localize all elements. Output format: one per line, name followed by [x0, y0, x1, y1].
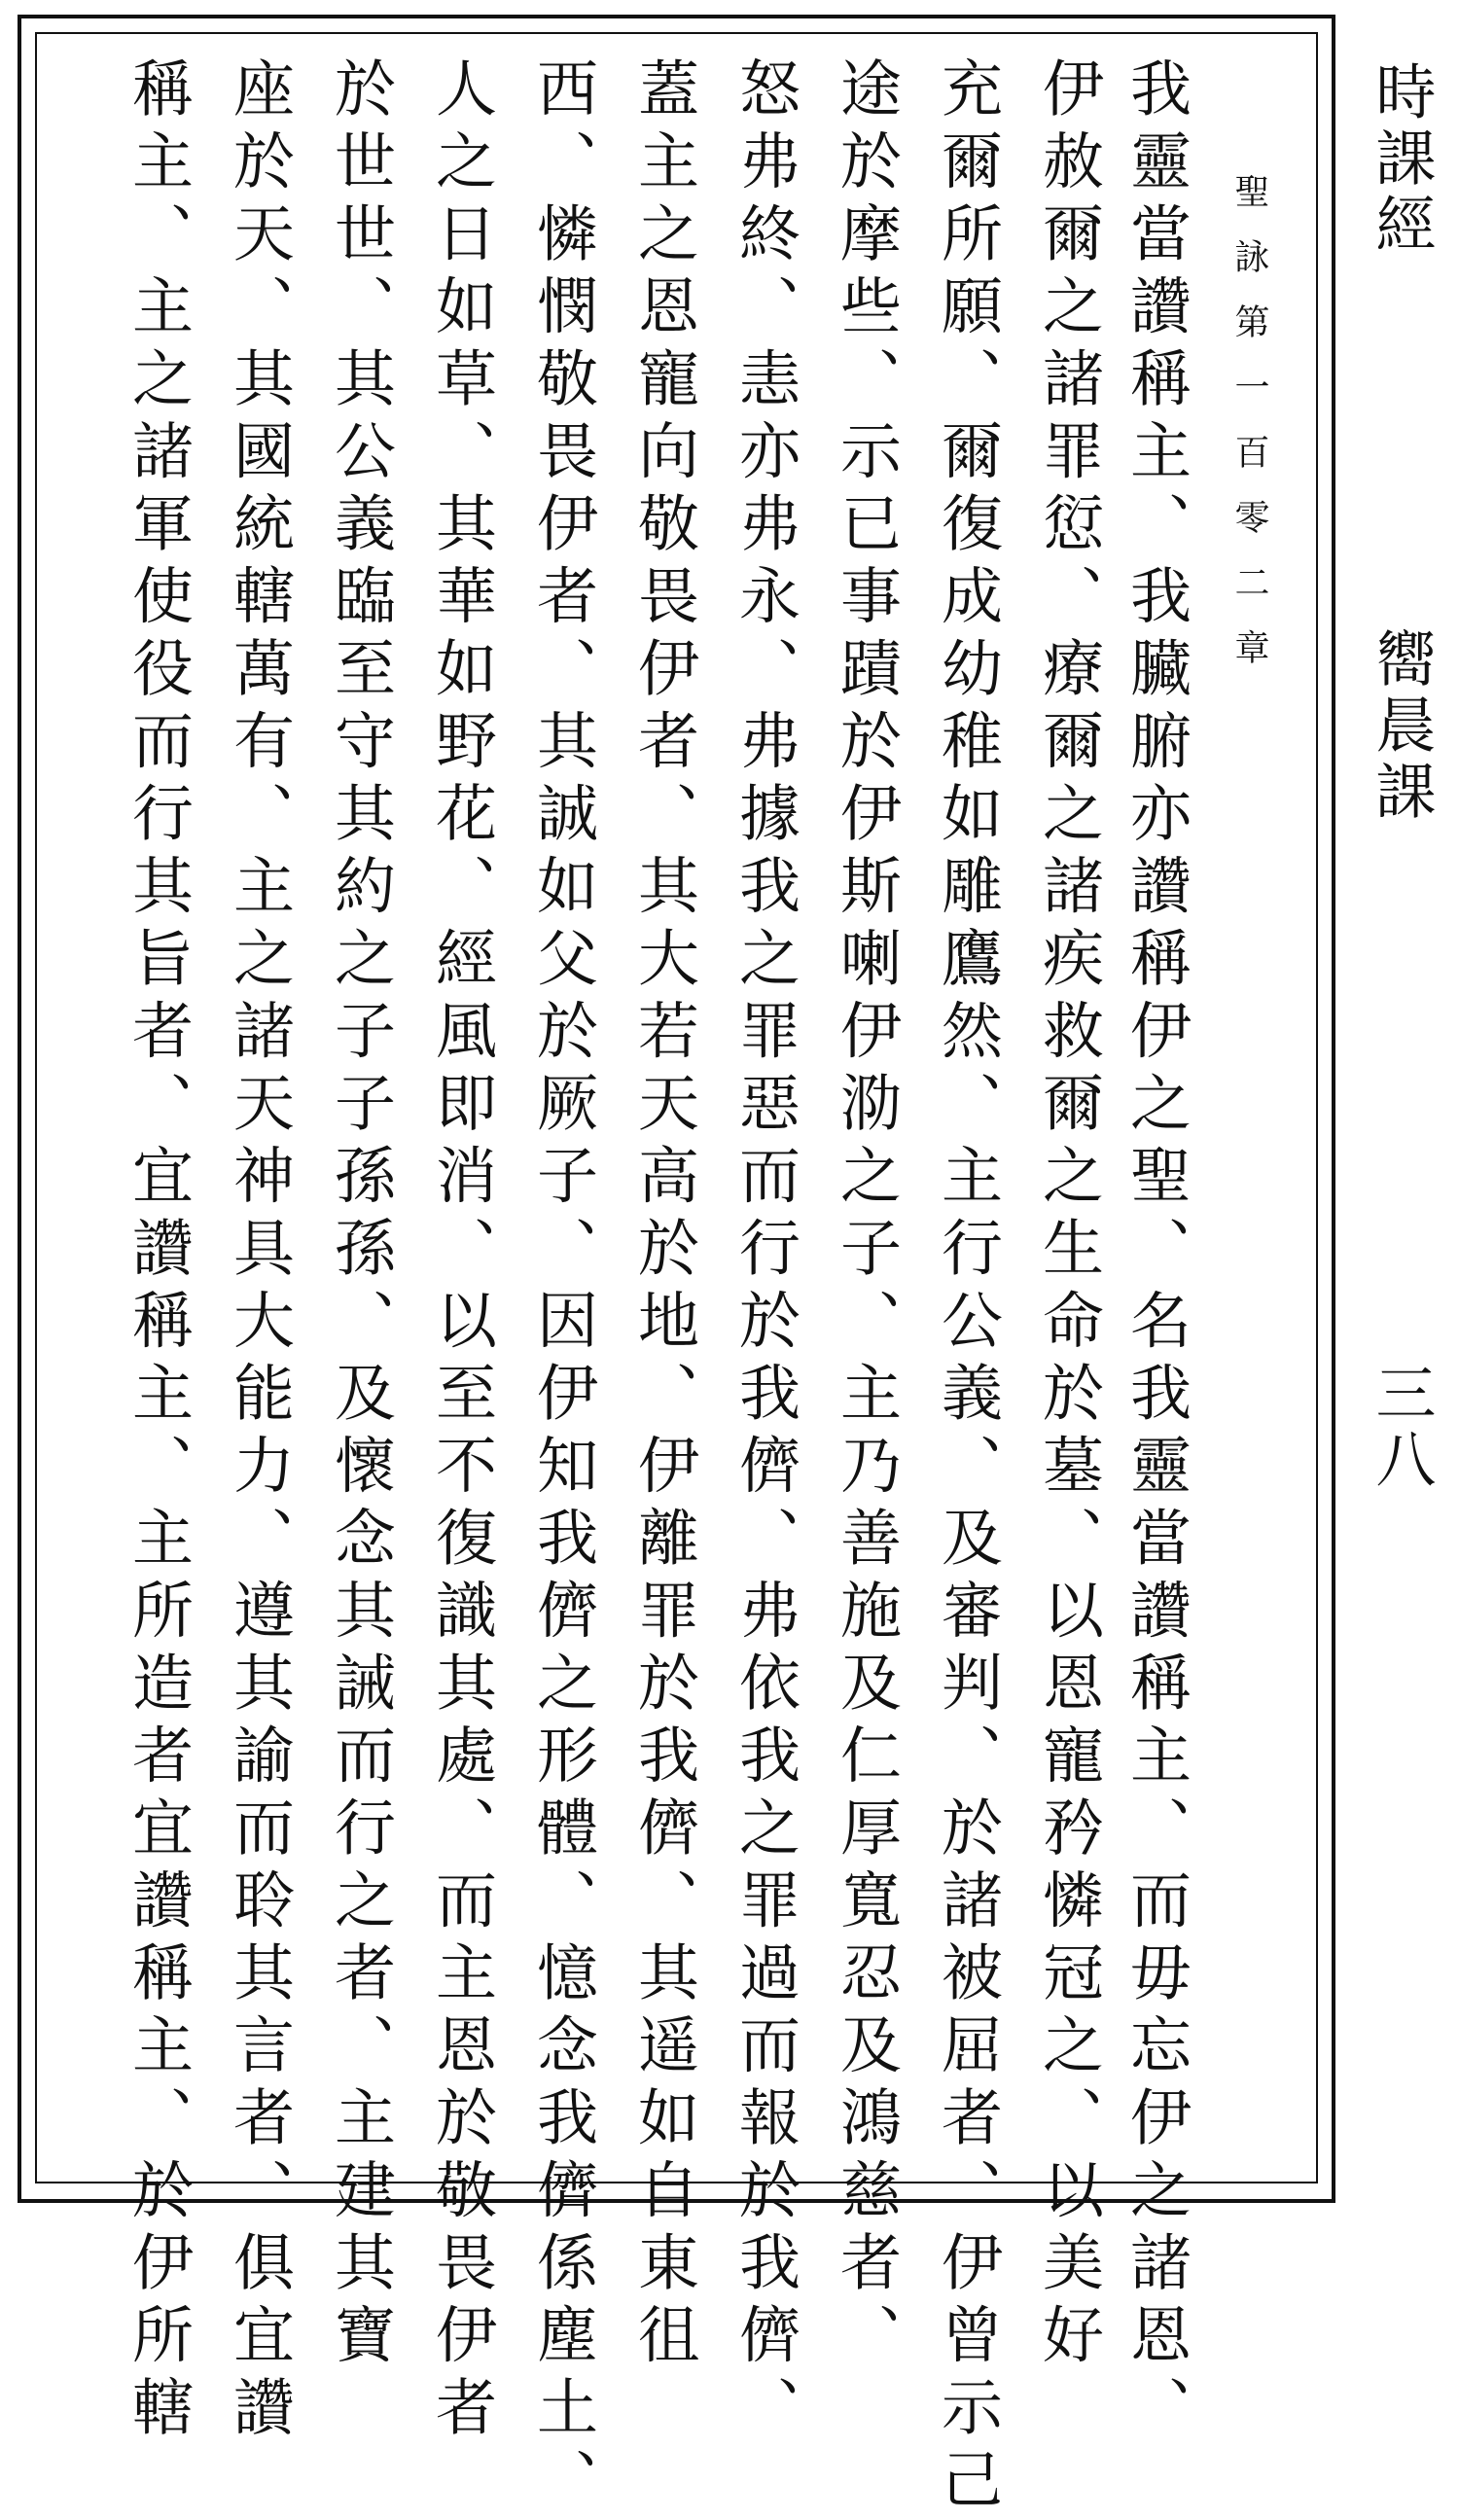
text-column-5: 怒弗終、恚亦弗永、弗據我之罪惡而行於我儕、弗依我之罪過而報於我儕、 [730, 56, 801, 2448]
book-title: 時課經 [1366, 60, 1437, 259]
text-column-1: 我靈當讚稱主、我臟腑亦讚稱伊之聖、名我靈當讚稱主、而毋忘伊之諸恩、 [1121, 56, 1192, 2448]
text-column-9: 於世世、其公義臨至守其約之子子孫孫、及懷念其誡而行之者、主建其寶 [325, 56, 396, 2375]
section-title: 嚮晨課 [1366, 627, 1437, 826]
text-column-7: 西、憐憫敬畏伊者、其誠如父於厥子、因伊知我儕之形體、憶念我儕係塵土、 [527, 56, 598, 2520]
text-column-8: 人之日如草、其華如野花、經風即消、以至不復識其處、而主恩於敬畏伊者 [426, 56, 497, 2448]
text-column-3: 充爾所願、爾復成幼稚如雕鷹然、主行公義、及審判、於諸被屈者、伊曾示己 [932, 56, 1003, 2520]
page-number: 三八 [1366, 1362, 1437, 1494]
text-column-2: 伊赦爾之諸罪愆、療爾之諸疾救爾之生命於墓、以恩寵矜憐冠之、以美好 [1033, 56, 1104, 2375]
text-column-11: 稱主、主之諸軍使役而行其旨者、宜讚稱主、主所造者宜讚稱主、於伊所轄 [123, 56, 194, 2448]
text-column-10: 座於天、其國統轄萬有、主之諸天神具大能力、遵其諭而聆其言者、俱宜讚 [224, 56, 295, 2448]
text-column-6: 蓋主之恩寵向敬畏伊者、其大若天高於地、伊離罪於我儕、其遥如自東徂 [628, 56, 699, 2375]
text-column-4: 途於摩些、示已事蹟於伊斯喇伊泐之子、主乃善施及仁厚寬忍及鴻慈者、 [831, 56, 902, 2375]
chapter-heading: 聖詠第一百零二章 [1229, 173, 1269, 694]
